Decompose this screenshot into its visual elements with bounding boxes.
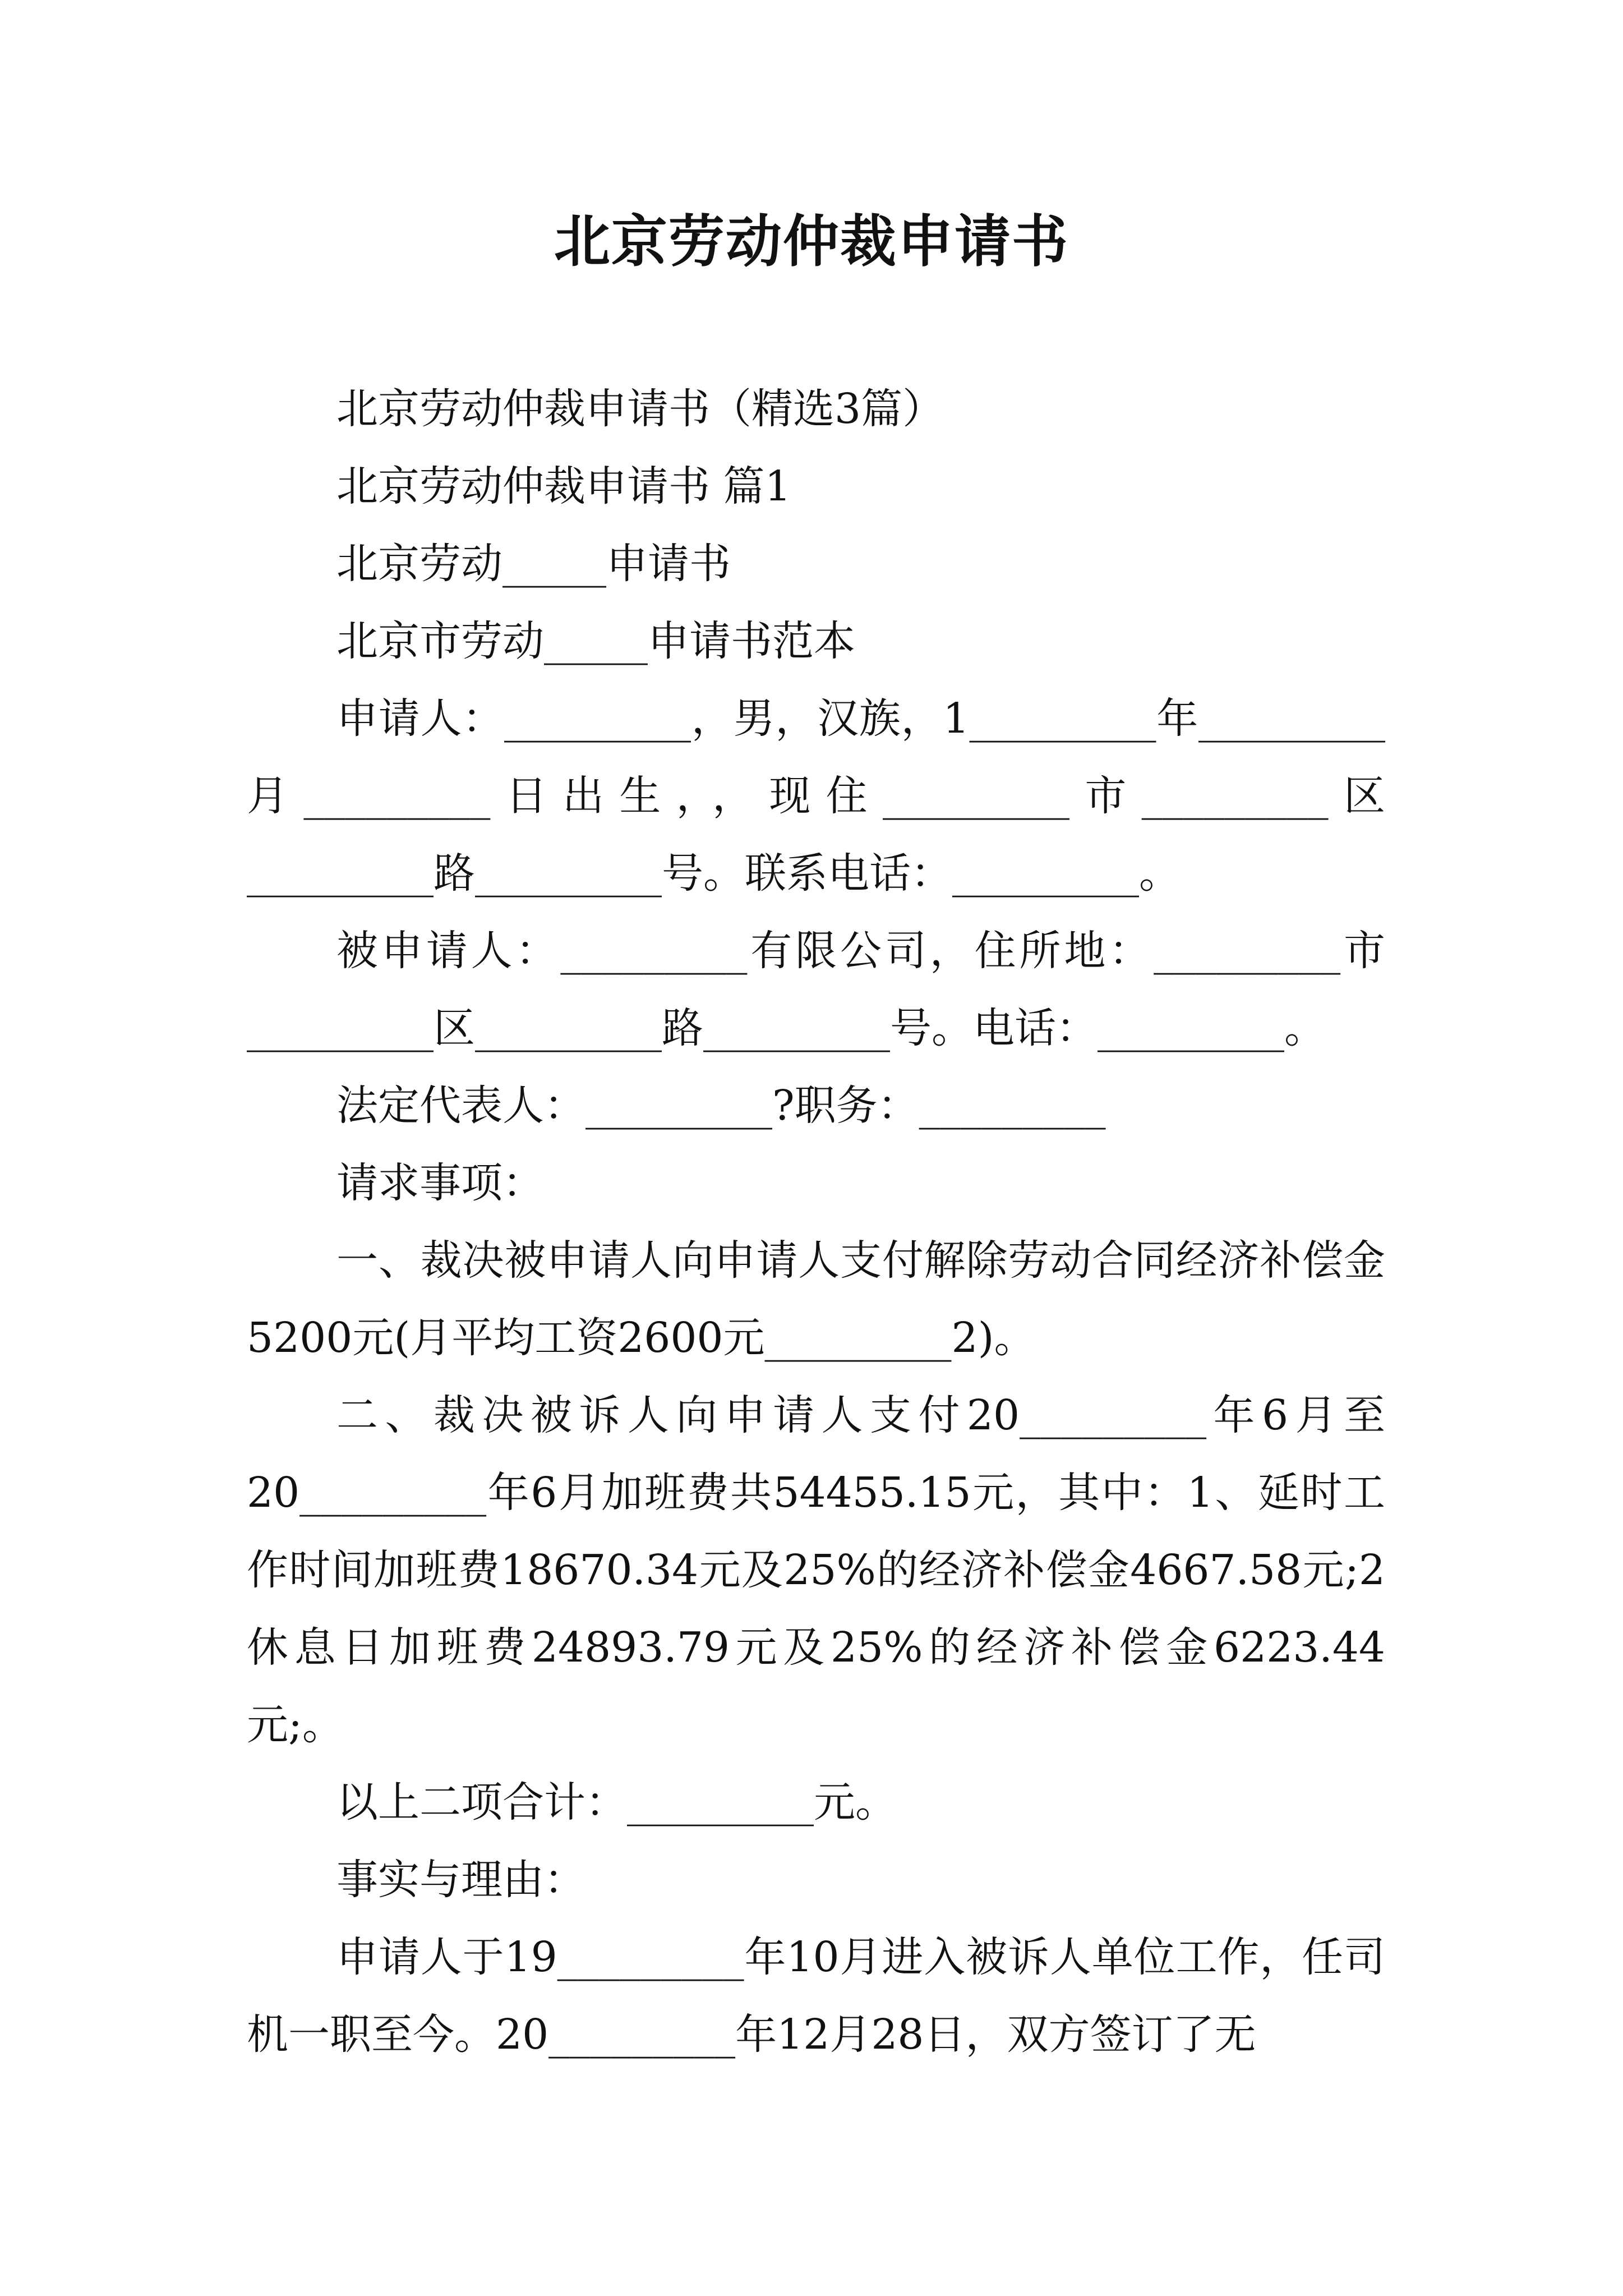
- paragraph-facts: 申请人于19_________年10月进入被诉人单位工作，任司机一职至今。20_________年12月28日，双方签订了无: [247, 1933, 1385, 2059]
- paragraph-total: 以上二项合计：_________元。: [336, 1778, 897, 1826]
- paragraph-heading-line: 北京劳动_____申请书: [336, 540, 731, 588]
- paragraph-section-heading: 北京劳动仲裁申请书 篇1: [336, 462, 791, 510]
- paragraph-request-1: 一、裁决被申请人向申请人支付解除劳动合同经济补偿金5200元(月平均工资2600元_________2)。: [247, 1236, 1385, 1362]
- paragraph-requests-heading: 请求事项：: [336, 1159, 544, 1207]
- paragraph-legal-rep: 法定代表人：_________?职务：_________: [336, 1082, 1106, 1130]
- document-title: 北京劳动仲裁申请书: [554, 208, 1069, 274]
- paragraph-request-2: 二、裁决被诉人向申请人支付20_________年6月至20_________年6月加班费共54455.15元，其中：1、延时工作时间加班费18670.34元及25%的经济补偿金4667.58元;2休息日加班费24893.79元及25%的经济补偿金6223.44元;。: [247, 1391, 1385, 1749]
- paragraph-heading-line: 北京市劳动_____申请书范本: [336, 617, 855, 665]
- paragraph-facts-heading: 事实与理由：: [336, 1856, 585, 1904]
- paragraph-respondent: 被申请人：_________有限公司，住所地：_________市_________区_________路_________号。电话：_________。: [247, 927, 1385, 1052]
- paragraph-subtitle: 北京劳动仲裁申请书（精选3篇）: [336, 385, 944, 433]
- document-body: [247, 370, 1385, 2073]
- paragraph-applicant: 申请人：_________，男，汉族，1_________年_________月_________日出生，，现住_________市_________区_________路_________号。联系电话：_________。: [247, 694, 1385, 898]
